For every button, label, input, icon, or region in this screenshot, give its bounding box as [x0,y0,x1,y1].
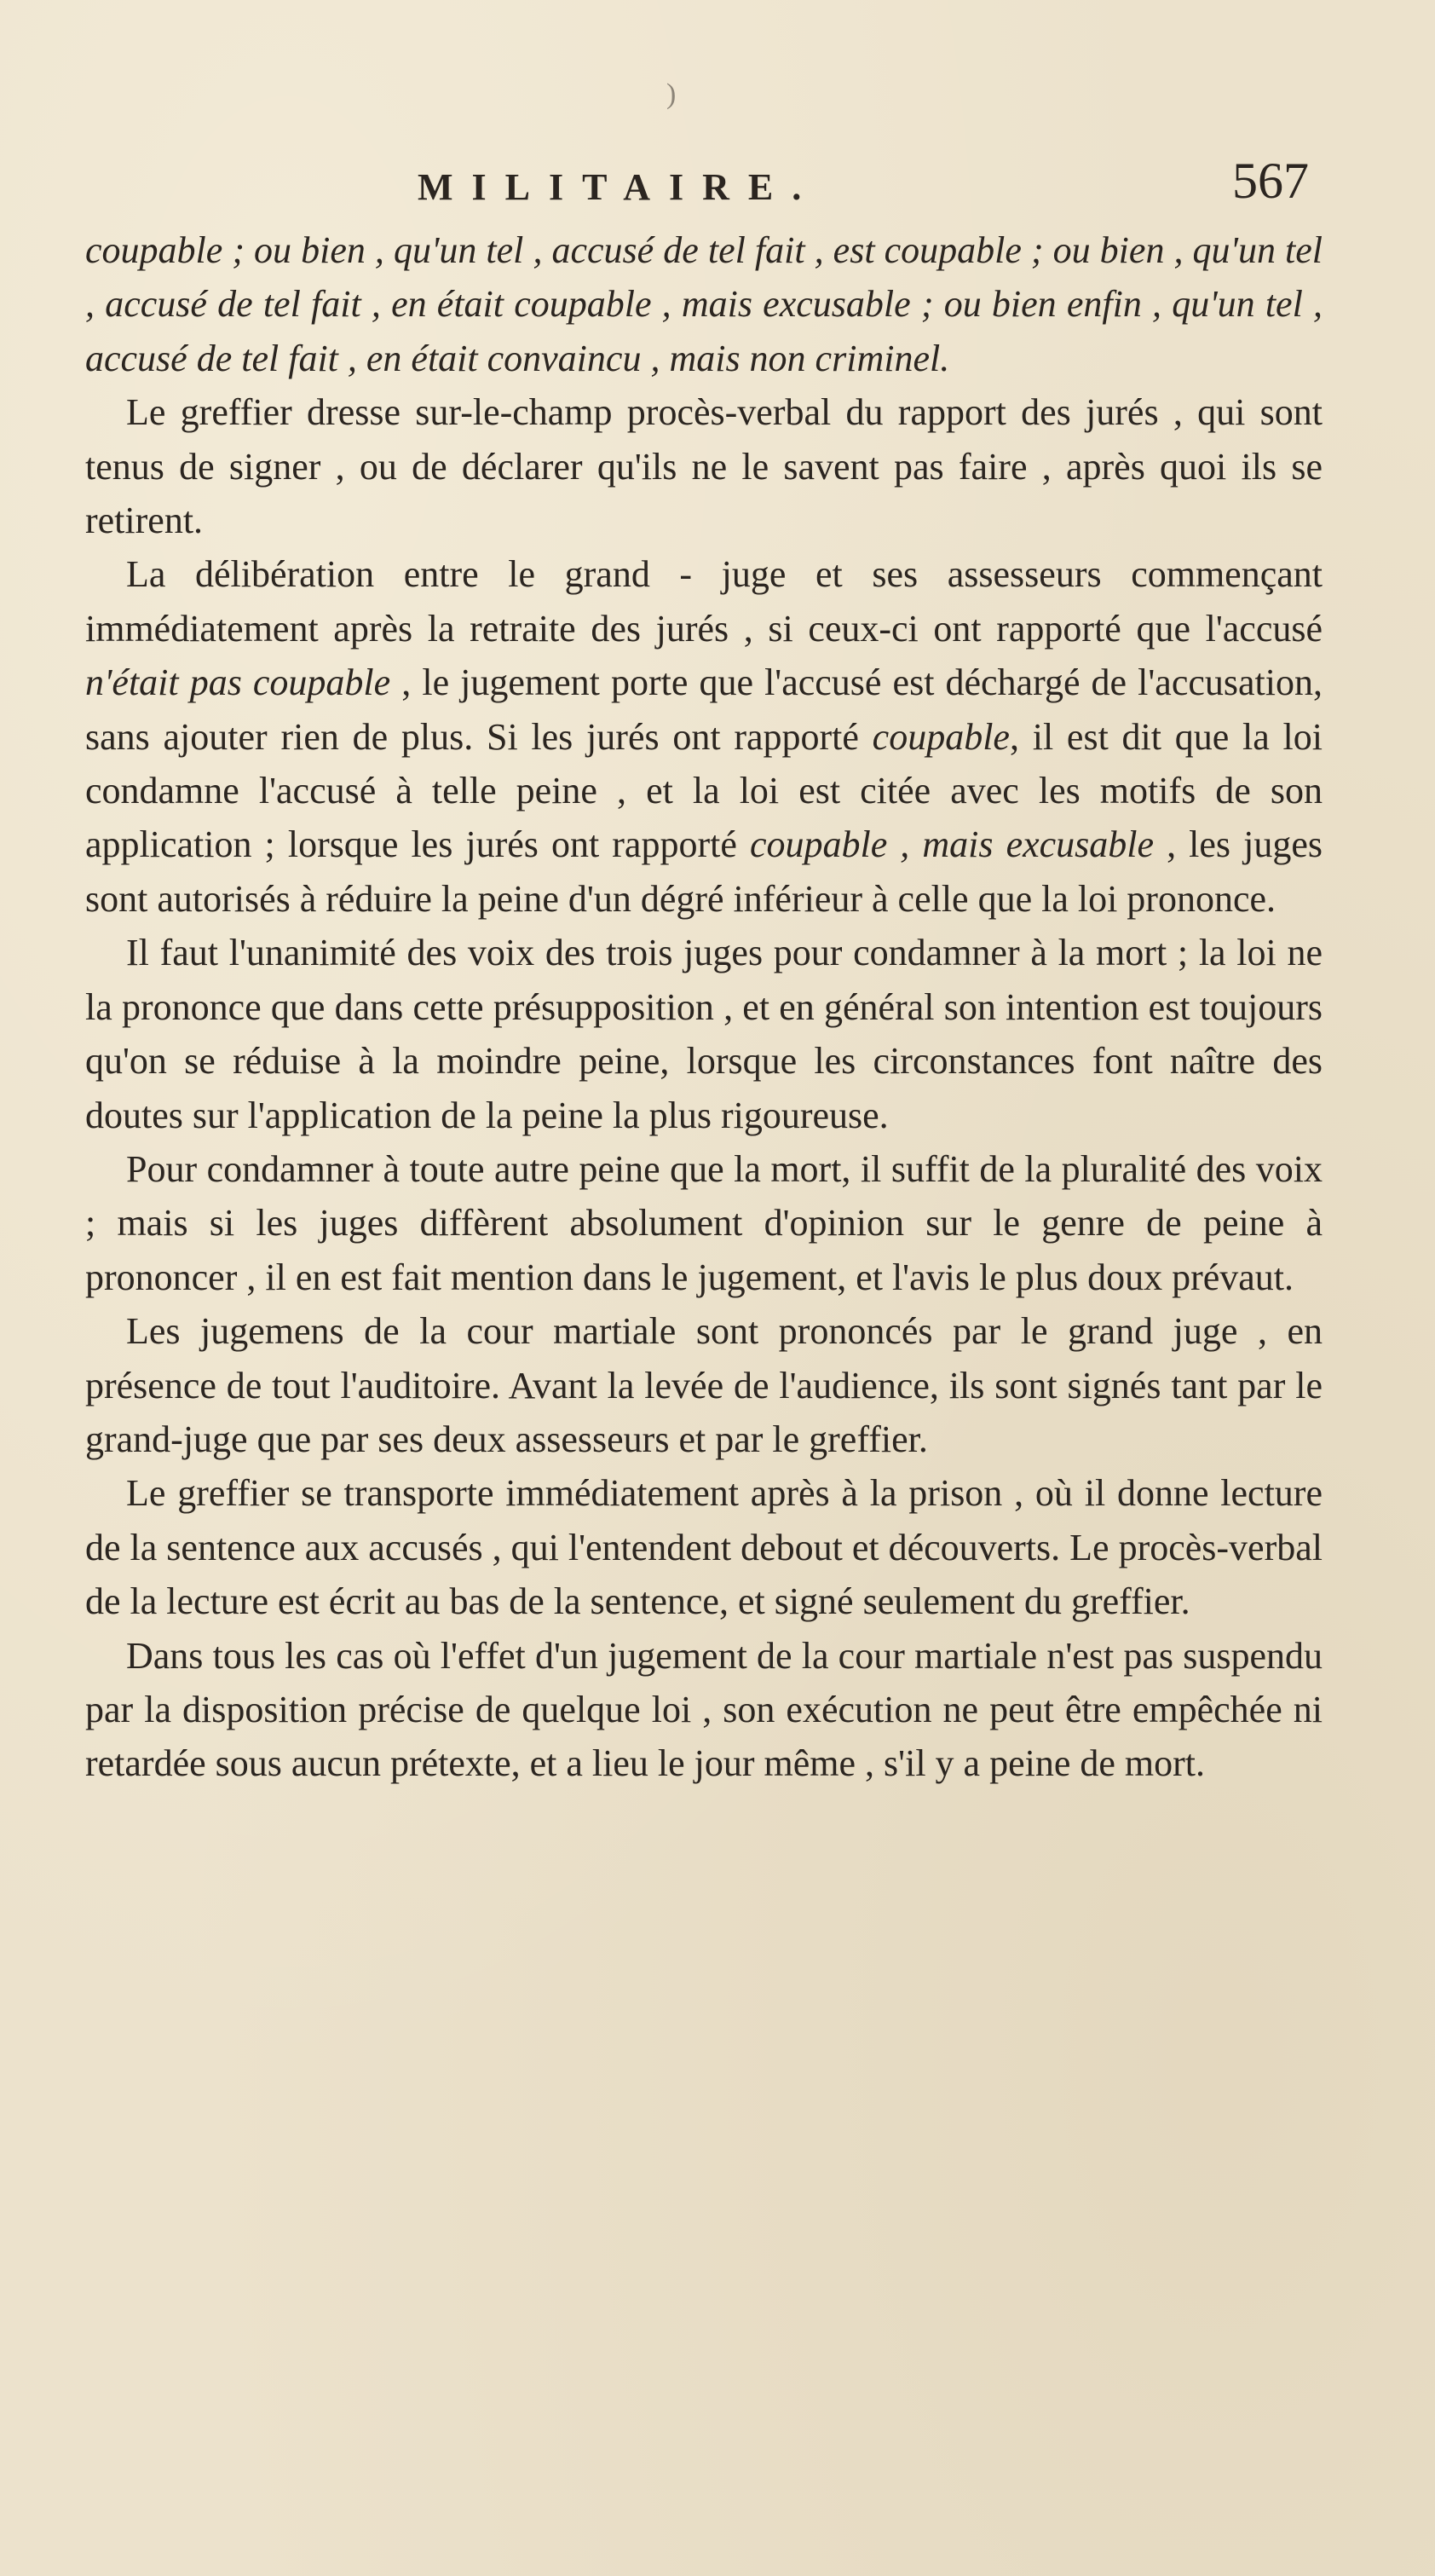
paragraph-continued [85,223,1323,385]
italic-run: coupable , mais excusable [749,823,1155,866]
italic-run: n'était pas coupable [85,661,391,704]
paragraph [85,926,1323,1142]
text-run: Le greffier dresse sur-le-champ procès-verbal du rapport des jurés , qui sont tenus de signer , ou de déclarer qu'ils ne le savent pas faire , après quoi ils se retirent. [85,391,1323,542]
running-head-title: MILITAIRE. [418,166,821,208]
text-run: , le jugement porte que l'accusé est déchargé de l'accusation, sans ajouter rien de plus. Si les jurés ont rapporté [85,661,1323,758]
paragraph [85,1466,1323,1628]
italic-run: coupable [872,715,1010,758]
text-run: , il est dit que la loi condamne l'accusé à telle peine , et la loi est citée avec les motifs de son application ; lorsque les jurés ont rapporté [85,715,1323,866]
paragraph [85,1142,1323,1304]
italic-run: coupable ; ou bien , qu'un tel , accusé de tel fait , est coupable ; ou bien , qu'un tel , accusé de tel fait , en était coupable , mais excusable ; ou bien enfin , qu'un tel , accusé de tel fait , en était convaincu , mais non criminel. [85,229,1323,379]
text-run: La délibération entre le grand - juge et ses assesseurs commençant immédiatement après la retraite des jurés , si ceux-ci ont rapporté que l'accusé [85,553,1323,650]
running-head [92,152,1323,223]
body-text [85,223,1323,1791]
text-run: , les juges sont autorisés à réduire la peine d'un dégré inférieur à celle que la loi prononce. [85,823,1323,920]
paragraph [85,385,1323,547]
text-run: Le greffier se transporte immédiatement après à la prison , où il donne lecture de la sentence aux accusés , qui l'entendent debout et découverts. Le procès-verbal de la lecture est écrit au bas de la sentence, et signé seulement du greffier. [85,1472,1323,1623]
paragraph [85,1629,1323,1791]
text-run: Dans tous les cas où l'effet d'un jugement de la cour martiale n'est pas suspendu par la disposition précise de quelque loi , son exécution ne peut être empêchée ni retardée sous aucun prétexte, et a lieu le jour même , s'il y a peine de mort. [85,1634,1323,1785]
page-number: 567 [1232,153,1309,209]
text-run: Il faut l'unanimité des voix des trois juges pour condamner à la mort ; la loi ne la prononce que dans cette présupposition , et en général son intention est toujours qu'on se réduise à la moindre peine, lorsque les circonstances font naître des doutes sur l'application de la peine la plus rigoureuse. [85,932,1323,1136]
stray-mark: ) [666,78,677,110]
text-run: Pour condamner à toute autre peine que la mort, il suffit de la pluralité des voix ; mais si les juges diffèrent absolument d'opinion sur le genre de peine à prononcer , il en est fait mention dans le jugement, et l'avis le plus doux prévaut. [85,1147,1323,1298]
paragraph [85,1304,1323,1466]
text-run: Les jugemens de la cour martiale sont prononcés par le grand juge , en présence de tout l'auditoire. Avant la levée de l'audience, ils sont signés tant par le grand-juge que par ses deux assesseurs et par le greffier. [85,1310,1323,1460]
paragraph [85,547,1323,926]
